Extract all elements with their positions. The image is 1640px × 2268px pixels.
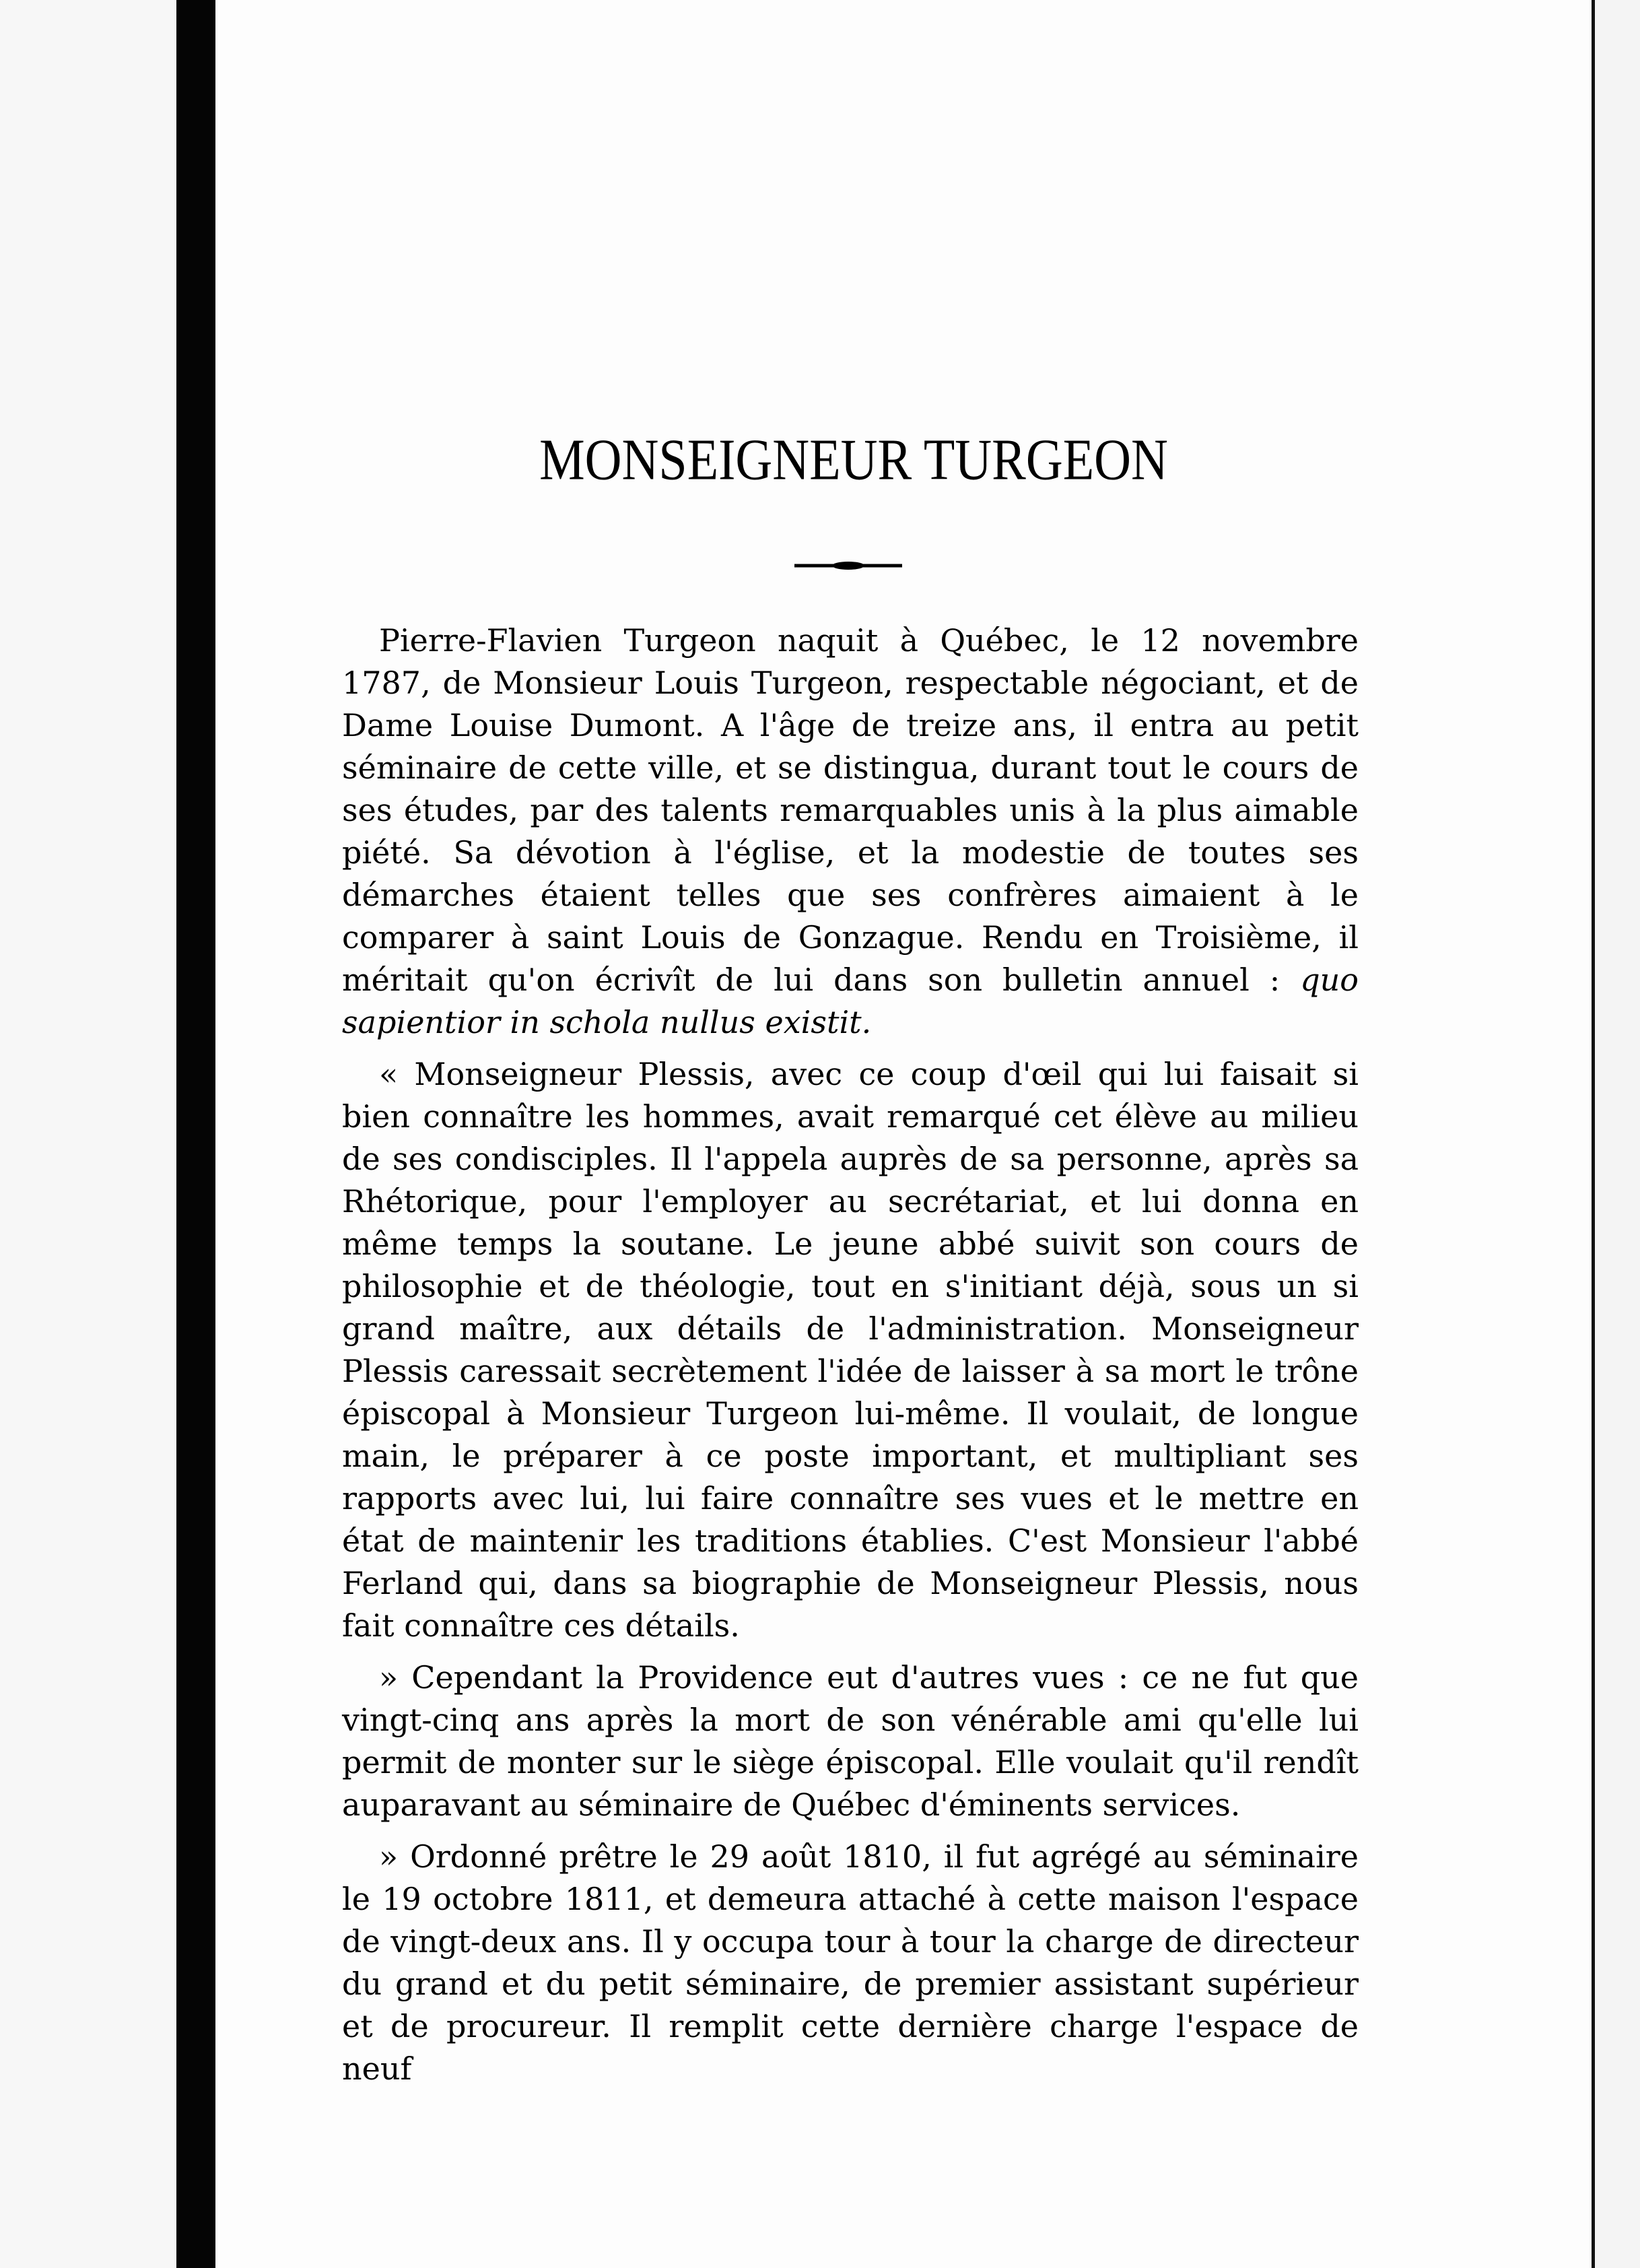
title-ornament: [794, 559, 902, 572]
paragraph-2-text: « Monseigneur Plessis, avec ce coup d'œil qui lui faisait si bien connaître les hommes, avait remarqué cet élève au milieu de ses condisciples. Il l'appela auprès de sa personne, après sa Rhétorique, pour l'employer au secrétariat, et lui donna en même temps la soutane. Le jeune abbé suivit son cours de philosophie et de théologie, tout en s'initiant déjà, sous un si grand maître, aux détails de l'administration. Monseigneur Plessis caressait secrètement l'idée de laisser à sa mort le trône épiscopal à Monsieur Turgeon lui-même. Il voulait, de longue main, le préparer à ce poste important, et multipliant ses rapports avec lui, lui faire connaître ses vues et le mettre en état de maintenir les traditions établies. C'est Monsieur l'abbé Ferland qui, dans sa biographie de Monseigneur Plessis, nous fait connaître ces détails.: [342, 1056, 1359, 1644]
paragraph-1: [342, 620, 1359, 1044]
binding-gutter: [176, 0, 215, 2268]
facing-page-margin: [0, 0, 176, 2268]
body-text: [342, 620, 1359, 2090]
paragraph-3: [342, 1657, 1359, 1826]
paragraph-3-text: » Cependant la Providence eut d'autres vues : ce ne fut que vingt-cinq ans après la mort de son vénérable ami qu'elle lui permit de monter sur le siège épiscopal. Elle voulait qu'il rendît auparavant au séminaire de Québec d'éminents services.: [342, 1659, 1359, 1823]
latin-quote: quo sapientior in schola nullus existit.: [342, 962, 1359, 1040]
page-title: MONSEIGNEUR TURGEON: [539, 427, 1168, 493]
paragraph-4: [342, 1836, 1359, 2090]
paragraph-1-text: Pierre-Flavien Turgeon naquit à Québec, le 12 novembre 1787, de Monsieur Louis Turgeon, respectable négociant, et de Dame Louise Dumont. A l'âge de treize ans, il entra au petit séminaire de cette ville, et se distingua, durant tout le cours de ses études, par des talents remarquables unis à la plus aimable piété. Sa dévotion à l'église, et la modestie de toutes ses démarches étaient telles que ses confrères aimaient à le comparer à saint Louis de Gonzague. Rendu en Troisième, il méritait qu'on écrivît de lui dans son bulletin annuel :: [342, 622, 1359, 998]
paragraph-4-text: » Ordonné prêtre le 29 août 1810, il fut agrégé au séminaire le 19 octobre 1811, et demeura attaché à cette maison l'espace de vingt-deux ans. Il y occupa tour à tour la charge de directeur du grand et du petit séminaire, de premier assistant supérieur et de procureur. Il remplit cette dernière charge l'espace de neuf: [342, 1838, 1359, 2087]
right-scan-margin: [1595, 0, 1640, 2268]
paragraph-2: [342, 1053, 1359, 1647]
